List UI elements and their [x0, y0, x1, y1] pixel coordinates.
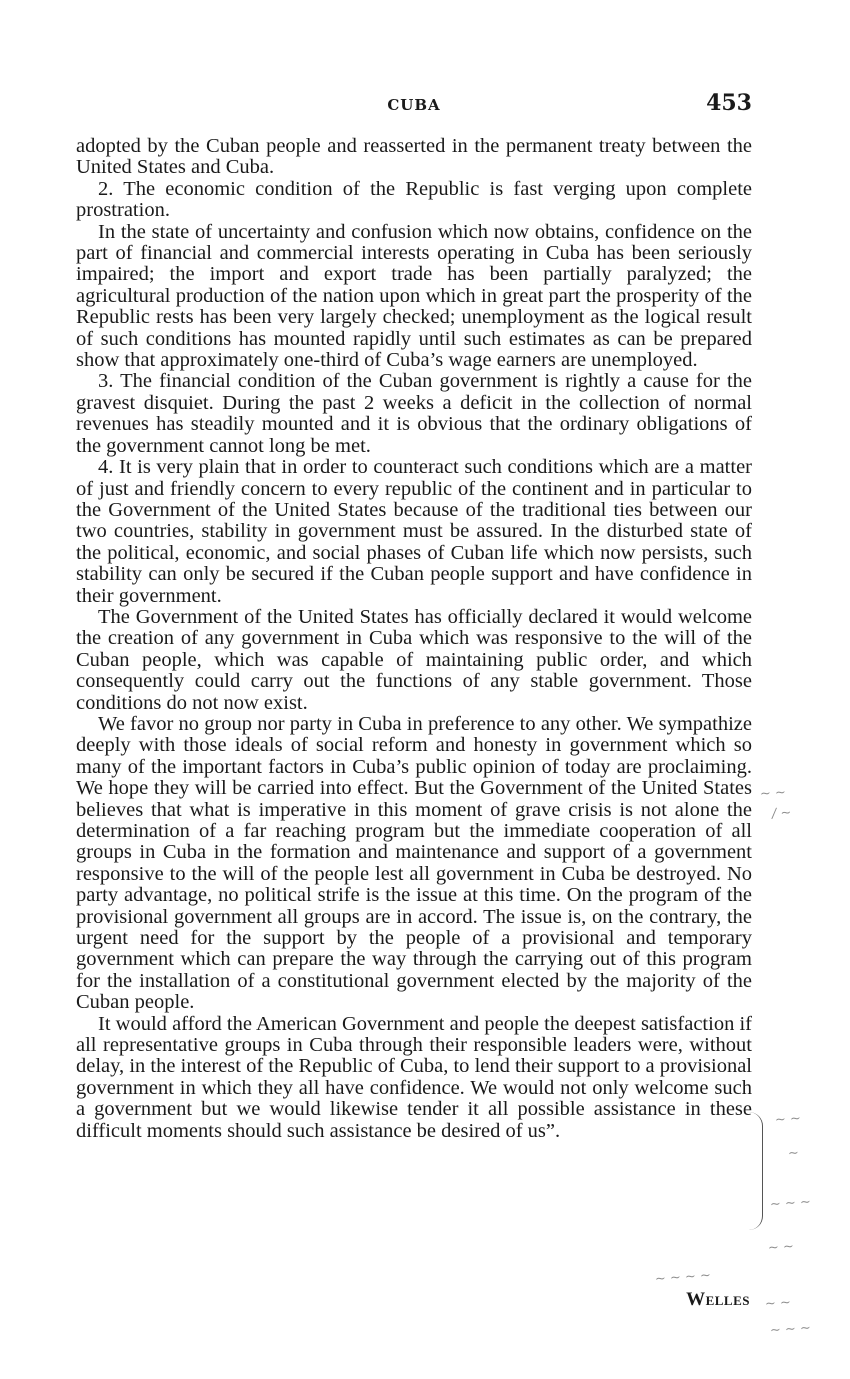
paragraph-no-preference: We favor no group nor party in Cuba in preference to any other. We sympathize deeply with those ideals of social reform and honesty in government which so many of the important factors in Cuba’s public opinion of today are proclaiming. We hope they will be carried into effect. But the Government of the United States believes that what is imperative in this moment of grave crisis is not alone the determination of a far reaching program but the immediate cooperation of all groups in Cuba in the formation and maintenance and support of a government responsive to the will of the people lest all government in Cuba be destroyed. No party advantage, no political strife is the issue at this time. On the program of the provisional government all groups are in accord. The issue is, on the contrary, the urgent need for the support by the people of a provisional and temporary government which can prepare the way through the carrying out of this program for the installation of a constitutional government elected by the majority of the Cuban people.	[76, 712, 752, 1014]
page-header	[76, 90, 752, 120]
margin-annotation-mark: ~ ~	[767, 1239, 795, 1256]
paragraph-point-4: 4. It is very plain that in order to counteract such conditions which are a matter of just and friendly concern to every republic of the continent and in particular to the Government of the United States because of the traditional ties between our two countries, stability in government must be assured. In the disturbed state of the political, economic, and social phases of Cuban life which now persists, such stability can only be secured if the Cuban people support and have confidence in their government.	[76, 456, 752, 607]
paragraph-point-3: 3. The financial condition of the Cuban government is rightly a cause for the gravest disquiet. During the past 2 weeks a deficit in the collection of normal revenues has steadily mounted and it is obvious that the ordinary obligations of the government cannot long be met.	[76, 370, 752, 457]
signature: Welles	[686, 1289, 750, 1310]
margin-annotation-mark: / ~	[771, 805, 792, 822]
paragraph-continuation: adopted by the Cuban people and reasserted in the permanent treaty between the United States and Cuba.	[76, 135, 752, 179]
margin-annotation-mark: ~ ~ ~	[769, 1320, 812, 1339]
margin-annotation-mark: ~	[787, 1145, 800, 1162]
body-text	[76, 136, 752, 1142]
page-number: 453	[706, 90, 752, 116]
margin-annotation-mark: ~ ~	[774, 1111, 802, 1128]
margin-annotation-mark: ~ ~	[764, 1295, 792, 1312]
paragraph-us-government: The Government of the United States has officially declared it would welcome the creation of any government in Cuba which was responsive to the will of the Cuban people, which was capable of maintaining public order, and which consequently could carry out the functions of any stable government. Those conditions do not now exist.	[76, 605, 752, 714]
running-title: CUBA	[387, 96, 441, 114]
paragraph-economic-detail: In the state of uncertainty and confusion which now obtains, confidence on the part of financial and commercial interests operating in Cuba has been seriously impaired; the import and export trade has been partially paralyzed; the agricultural production of the nation upon which in great part the prosperity of the Republic rests has been very largely checked; unemployment as the logical result of such conditions has mounted rapidly until such estimates as can be prepared show that approximately one-third of Cuba’s wage earners are unemployed.	[76, 220, 752, 372]
margin-annotation-mark: ~ ~	[759, 785, 787, 802]
margin-annotation-mark: ~ ~ ~	[769, 1194, 812, 1213]
margin-bracket	[740, 1112, 763, 1230]
paragraph-point-2: 2. The economic condition of the Republic is fast verging upon complete prostration.	[76, 177, 752, 222]
paragraph-closing: It would afford the American Government and people the deepest satisfaction if all representative groups in Cuba through their responsible leaders were, without delay, in the interest of the Republic of Cuba, to lend their support to a provisional government in which they all have confidence. We would not only welcome such a government but we would likewise tender it all possible assistance in these difficult moments should such assistance be desired of us”.	[76, 1012, 752, 1142]
margin-annotation-mark: ~ ~ ~ ~	[654, 1268, 712, 1287]
